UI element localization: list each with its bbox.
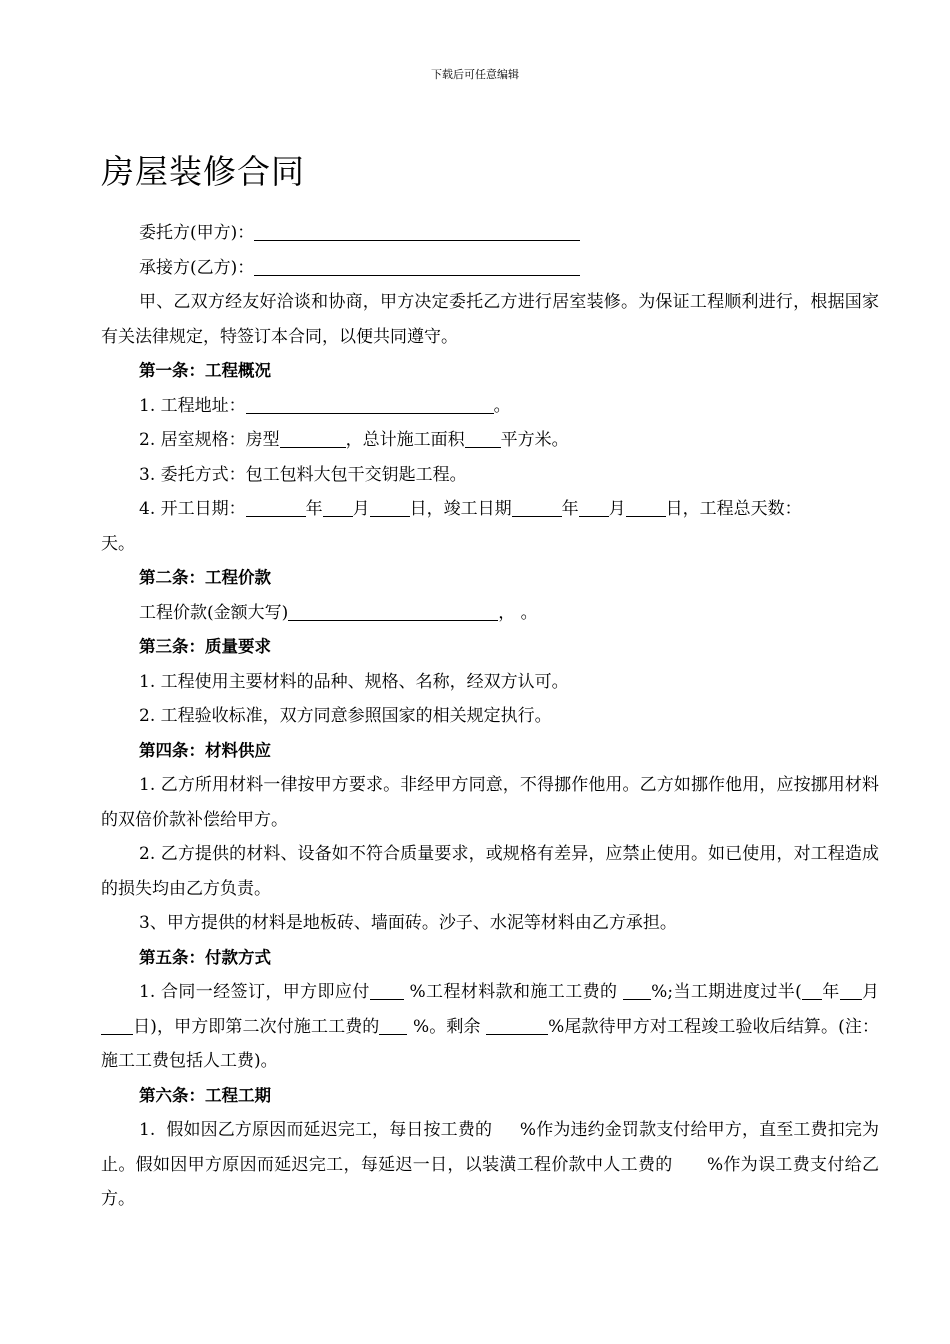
total-days-unit: 天。 bbox=[101, 533, 135, 554]
day-label: 日 bbox=[665, 499, 683, 519]
day-label: 日 bbox=[409, 499, 427, 519]
article-4-heading: 第四条：材料供应 bbox=[139, 740, 271, 760]
payment-text-6: 日)，甲方即第二次付施工工费的 bbox=[133, 1016, 380, 1037]
second-payment-blank bbox=[379, 1016, 407, 1035]
payment-text-5: 月 bbox=[861, 982, 880, 1002]
article-4-item-1: 1. 乙方所用材料一律按甲方要求。非经甲方同意，不得挪作他用。乙方如挪作他用，应按挪用材料的双倍价款补偿给甲方。 bbox=[101, 775, 879, 830]
month-label: 月 bbox=[352, 499, 370, 519]
article-2-price bbox=[101, 596, 879, 631]
article-1-item-3: 3. 委托方式：包工包料大包干交钥匙工程。 bbox=[139, 464, 467, 485]
payment-text-2: %工程材料款和施工工费的 bbox=[403, 982, 624, 1002]
progress-year-blank bbox=[802, 981, 822, 1000]
header-note: 下载后可任意编辑 bbox=[431, 68, 519, 81]
article-1-item-2 bbox=[101, 423, 879, 458]
end-month-blank bbox=[579, 498, 609, 517]
price-label: 工程价款(金额大写) bbox=[139, 602, 289, 623]
document-title: 房屋装修合同 bbox=[101, 152, 305, 191]
party-a-blank bbox=[254, 222, 580, 241]
party-a-line bbox=[101, 216, 879, 251]
payment-text-3: %;当工期进度过半( bbox=[651, 982, 802, 1002]
party-b-label: 承接方(乙方)： bbox=[139, 257, 255, 278]
end-year-blank bbox=[512, 498, 562, 517]
start-day-blank bbox=[370, 498, 410, 517]
article-1-heading: 第一条：工程概况 bbox=[139, 361, 271, 380]
article-2-heading: 第二条：工程价款 bbox=[139, 568, 271, 587]
area-unit: 平方米。 bbox=[500, 430, 569, 450]
article-3-item-1: 1. 工程使用主要材料的品种、规格、名称，经双方认可。 bbox=[139, 671, 569, 692]
article-3-item-2: 2. 工程验收标准，双方同意参照国家的相关规定执行。 bbox=[139, 706, 552, 726]
progress-day-blank bbox=[101, 1016, 133, 1035]
article-4-item-3: 3、甲方提供的材料是地板砖、墙面砖。沙子、水泥等材料由乙方承担。 bbox=[139, 913, 677, 933]
total-days-label: ，工程总天数： bbox=[682, 499, 802, 519]
start-date-label: 4. 开工日期： bbox=[139, 499, 246, 519]
party-b-blank bbox=[254, 257, 580, 276]
end-day-blank bbox=[626, 498, 666, 517]
year-label: 年 bbox=[305, 499, 323, 519]
price-blank bbox=[288, 602, 498, 621]
article-1-item-4 bbox=[101, 492, 879, 527]
payment-text-4: 年 bbox=[821, 982, 840, 1002]
article-5-item-1 bbox=[101, 975, 879, 1079]
final-payment-blank bbox=[486, 1016, 548, 1035]
room-type-label: 2. 居室规格：房型 bbox=[139, 430, 280, 450]
end-date-label: ，竣工日期 bbox=[426, 499, 512, 519]
article-5-heading: 第五条：付款方式 bbox=[139, 947, 271, 967]
address-label: 1. 工程地址： bbox=[139, 395, 246, 416]
labor-fee-blank bbox=[623, 981, 651, 1000]
year-label: 年 bbox=[561, 499, 579, 519]
payment-text-1: 1. 合同一经签订，甲方即应付 bbox=[139, 982, 370, 1002]
area-blank bbox=[465, 429, 501, 448]
contract-body bbox=[101, 216, 879, 1217]
article-3-heading: 第三条：质量要求 bbox=[139, 637, 271, 656]
address-suffix: 。 bbox=[493, 395, 511, 416]
intro-paragraph: 甲、乙双方经友好洽谈和协商，甲方决定委托乙方进行居室装修。为保证工程顺利进行，根据国家有关法律规定，特签订本合同，以便共同遵守。 bbox=[101, 292, 879, 347]
article-4-item-2: 2. 乙方提供的材料、设备如不符合质量要求，或规格有差异，应禁止使用。如已使用，对工程造成的损失均由乙方负责。 bbox=[101, 844, 879, 899]
progress-month-blank bbox=[840, 981, 862, 1000]
party-a-label: 委托方(甲方)： bbox=[139, 223, 255, 243]
start-month-blank bbox=[323, 498, 353, 517]
room-type-blank bbox=[280, 429, 346, 448]
party-b-line bbox=[101, 251, 879, 286]
month-label: 月 bbox=[608, 499, 626, 519]
article-6-heading: 第六条：工程工期 bbox=[139, 1085, 271, 1105]
article-6-item-1: 1. 假如因乙方原因而延迟完工，每日按工费的 %作为违约金罚款支付给甲方，直至工费扣完为止。假如因甲方原因而延迟完工，每延迟一日，以装潢工程价款中人工费的 %作为误工费支付给乙方。 bbox=[101, 1120, 879, 1209]
first-payment-blank bbox=[370, 981, 404, 1000]
address-blank bbox=[246, 395, 494, 414]
start-year-blank bbox=[246, 498, 306, 517]
article-1-item-1 bbox=[101, 389, 879, 424]
area-label: ，总计施工面积 bbox=[345, 430, 465, 450]
price-suffix: ， 。 bbox=[498, 602, 538, 623]
payment-text-8: %尾款待甲方对工程竣工验收后结算。(注：施工工费包括人工费)。 bbox=[101, 1016, 879, 1071]
payment-text-7: %。剩余 bbox=[407, 1016, 487, 1037]
